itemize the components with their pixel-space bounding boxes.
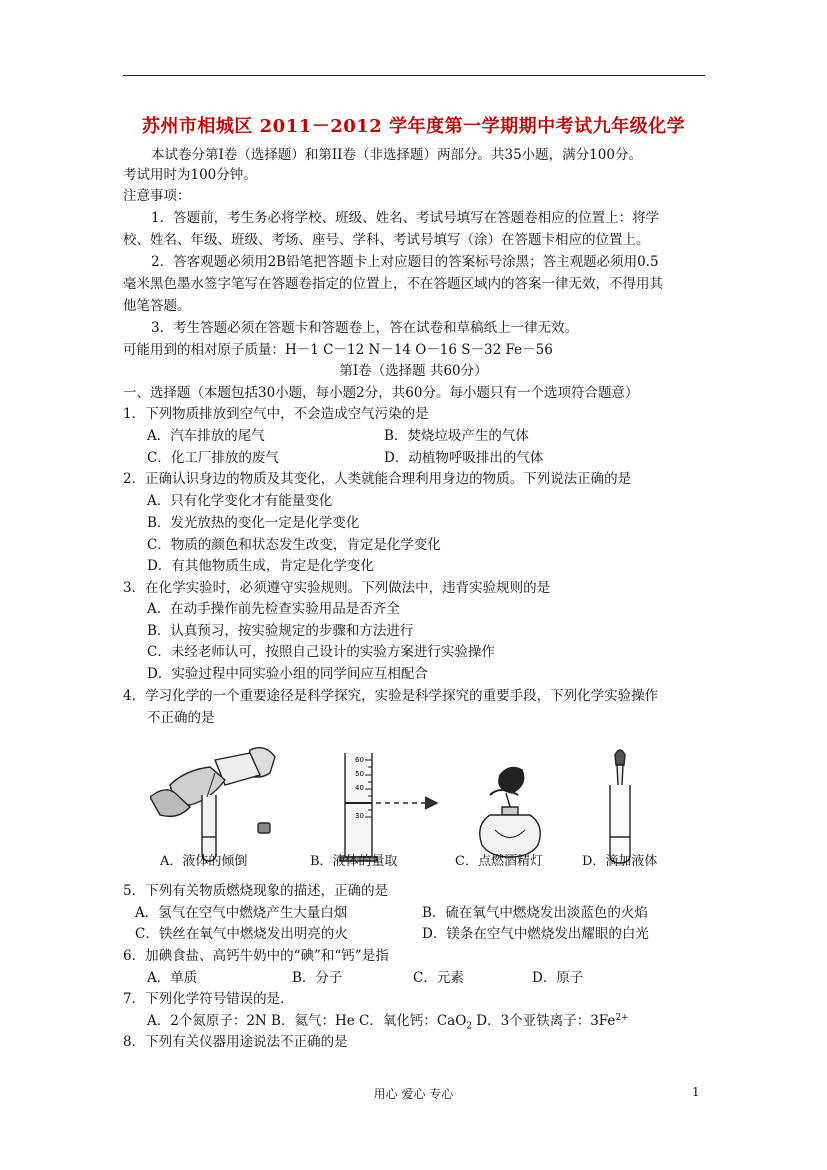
q5-option-c: C．铁丝在氧气中燃烧发出明亮的火 [135, 926, 348, 942]
intro-line: 注意事项： [123, 188, 191, 204]
q2-stem: 2．正确认识身边的物质及其变化，人类就能合理利用身边的物质。下列说法正确的是 [123, 471, 632, 487]
q1-option-c: C．化工厂排放的废气 [147, 450, 279, 466]
q7-options-abc: A．2个氮原子：2N B．氦气：He C．氧化钙：CaO [147, 1013, 467, 1029]
q8-stem: 8．下列有关仪器用途说法不正确的是 [123, 1034, 348, 1050]
q2-option-c: C．物质的颜色和状态发生改变，肯定是化学变化 [147, 537, 441, 553]
q1-option-b: B．焚烧垃圾产生的气体 [384, 428, 529, 444]
q7-stem: 7．下列化学符号错误的是． [123, 991, 294, 1007]
cylinder-tick-30: 30 [355, 812, 364, 820]
q6-stem: 6．加碘食盐、高钙牛奶中的“碘”和“钙”是指 [123, 948, 389, 964]
header-rule [123, 75, 705, 76]
q5-option-a: A．氢气在空气中燃烧产生大量白烟 [135, 905, 348, 921]
cylinder-tick-40: 40 [355, 784, 364, 792]
q7-option-d: D．3个亚铁离子：3Fe [472, 1013, 616, 1029]
q6-option-b: B．分子 [292, 970, 343, 986]
q3-stem: 3．在化学实验时，必须遵守实验规则。下列做法中，违背实验规则的是 [123, 580, 551, 596]
q4-caption-a: A．液体的倾倒 [160, 854, 248, 869]
exam-title: 苏州市相城区 2011－2012 学年度第一学期期中考试九年级化学 [141, 116, 686, 137]
q5-stem: 5．下列有关物质燃烧现象的描述，正确的是 [123, 883, 389, 899]
q4-caption-c: C．点燃酒精灯 [455, 854, 543, 869]
q3-option-b: B．认真预习，按实验规定的步骤和方法进行 [147, 623, 414, 639]
q3-option-a: A．在动手操作前先检查实验用品是否齐全 [147, 601, 400, 617]
intro-line: 他笔答题。 [123, 298, 191, 314]
intro-line: 1．答题前，考生务必将学校、班级、姓名、考试号填写在答题卷相应的位置上：将学 [151, 210, 660, 226]
pouring-illustration [150, 748, 275, 861]
q2-option-b: B．发光放热的变化一定是化学变化 [147, 515, 360, 531]
page-number: 1 [692, 1085, 700, 1099]
intro-line: 3．考生答题必须在答题卡和答题卷上，答在试卷和草稿纸上一律无效。 [151, 320, 579, 336]
q4-stem: 4．学习化学的一个重要途径是科学探究，实验是科学探究的重要手段，下列化学实验操作 [123, 688, 659, 704]
q6-option-a: A．单质 [147, 970, 198, 986]
q5-option-d: D．镁条在空气中燃烧发出耀眼的白光 [422, 926, 649, 942]
intro-line: 2．答客观题必须用2B铅笔把答题卡上对应题目的答案标号涂黑；答主观题必须用0.5 [151, 254, 659, 270]
intro-line: 毫米黑色墨水签字笔写在答题卷指定的位置上，不在答题区域内的答案一律无效，不得用其 [123, 276, 663, 292]
q2-option-d: D．有其他物质生成，肯定是化学变化 [147, 558, 374, 574]
q7-superscript: 2+ [615, 1013, 629, 1023]
q5-option-b: B．硫在氧气中燃烧发出淡蓝色的火焰 [422, 905, 648, 921]
intro-line: 本试卷分第Ⅰ卷（选择题）和第II卷（非选择题）两部分。共35小题，满分100分。 [151, 147, 642, 163]
q3-option-d: D．实验过程中同实验小组的同学间应互相配合 [147, 666, 428, 682]
q4-caption-b: B．液体的量取 [310, 854, 398, 869]
alcohol-lamp-illustration [480, 767, 540, 857]
cylinder-tick-60: 60 [355, 756, 364, 764]
q1-option-a: A．汽车排放的尾气 [147, 428, 265, 444]
q6-option-c: C．元素 [413, 970, 464, 986]
q7-subscript: 2 [466, 1021, 473, 1032]
q3-option-c: C．未经老师认可，按照自己设计的实验方案进行实验操作 [147, 644, 495, 660]
q6-option-d: D．原子 [532, 970, 584, 986]
intro-line: 考试用时为100分钟。 [123, 167, 257, 183]
q1-option-d: D．动植物呼吸排出的气体 [384, 450, 544, 466]
atomic-masses: 可能用到的相对原子质量：H－1 C－12 N－14 O－16 S－32 Fe－56 [123, 342, 553, 358]
page-footer: 用心 爱心 专心 [373, 1087, 454, 1101]
cylinder-tick-50: 50 [355, 770, 364, 778]
intro-line: 校、姓名、年级、班级、考场、座号、学科、考试号填写（涂）在答题卡相应的位置上。 [123, 232, 650, 248]
dropper-illustration [610, 750, 630, 863]
q4-caption-d: D．滴加液体 [582, 854, 658, 869]
q1-stem: 1．下列物质排放到空气中，不会造成空气污染的是 [123, 406, 429, 422]
q4-stem-cont: 不正确的是 [147, 710, 215, 726]
section-title: 第Ⅰ卷（选择题 共60分） [339, 363, 488, 379]
q2-option-a: A．只有化学变化才有能量变化 [147, 493, 333, 509]
section-desc: 一、选择题（本题包括30小题，每小题2分，共60分。每小题只有一个选项符合题意） [123, 385, 639, 401]
